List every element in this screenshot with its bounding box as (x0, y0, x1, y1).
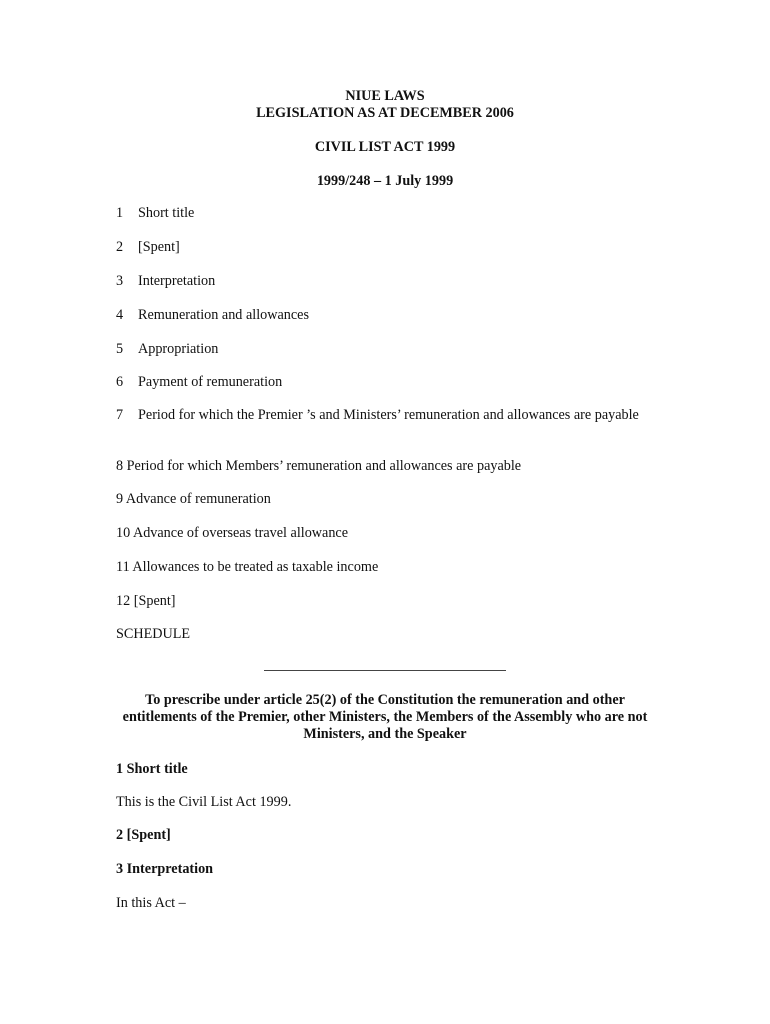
toc-item: 11 Allowances to be treated as taxable income (116, 559, 379, 575)
toc-item-number: 4 (116, 307, 124, 323)
toc-item-number: 3 (116, 273, 124, 289)
act-reference: 1999/248 – 1 July 1999 (316, 173, 454, 189)
toc-item-number: 7 (116, 407, 124, 423)
toc-item-label: Short title (138, 205, 195, 221)
toc-item-label: Remuneration and allowances (138, 307, 309, 323)
section-heading: 1 Short title (116, 761, 188, 777)
toc-item-number: 5 (116, 341, 124, 357)
toc-item (116, 238, 180, 256)
toc-item (116, 204, 194, 222)
act-title: CIVIL LIST ACT 1999 (314, 139, 456, 155)
long-title-preamble: To prescribe under article 25(2) of the Constitution the remuneration and other entitlements of the Premier, other Ministers, the Members of the Assembly who are not Ministers, and the Speaker (122, 692, 648, 743)
section-heading: 2 [Spent] (116, 827, 171, 843)
toc-item-label: Payment of remuneration (138, 374, 283, 390)
toc-item-label: Period for which the Premier ’s and Ministers’ remuneration and allowances are payable (138, 407, 639, 423)
toc-item: 12 [Spent] (116, 593, 176, 609)
toc-item (116, 272, 215, 290)
toc-item: 9 Advance of remuneration (116, 491, 271, 507)
toc-item-label: Interpretation (138, 273, 216, 289)
toc-item-schedule: SCHEDULE (116, 626, 191, 642)
toc-item (116, 406, 646, 424)
toc-item-number: 1 (116, 205, 124, 221)
section-body: This is the Civil List Act 1999. (116, 794, 292, 810)
header-niue-laws: NIUE LAWS (345, 88, 425, 104)
separator-rule (264, 670, 506, 671)
toc-item (116, 340, 218, 358)
header-legislation-date: LEGISLATION AS AT DECEMBER 2006 (256, 105, 514, 121)
section-body: In this Act – (116, 895, 186, 911)
toc-item-label: [Spent] (138, 239, 180, 255)
toc-item-number: 6 (116, 374, 124, 390)
toc-item-number: 2 (116, 239, 124, 255)
section-heading: 3 Interpretation (116, 861, 214, 877)
toc-item (116, 373, 282, 391)
toc-item: 8 Period for which Members’ remuneration and allowances are payable (116, 458, 522, 474)
toc-item-label: Appropriation (138, 341, 219, 357)
toc-item (116, 306, 309, 324)
toc-item: 10 Advance of overseas travel allowance (116, 525, 349, 541)
